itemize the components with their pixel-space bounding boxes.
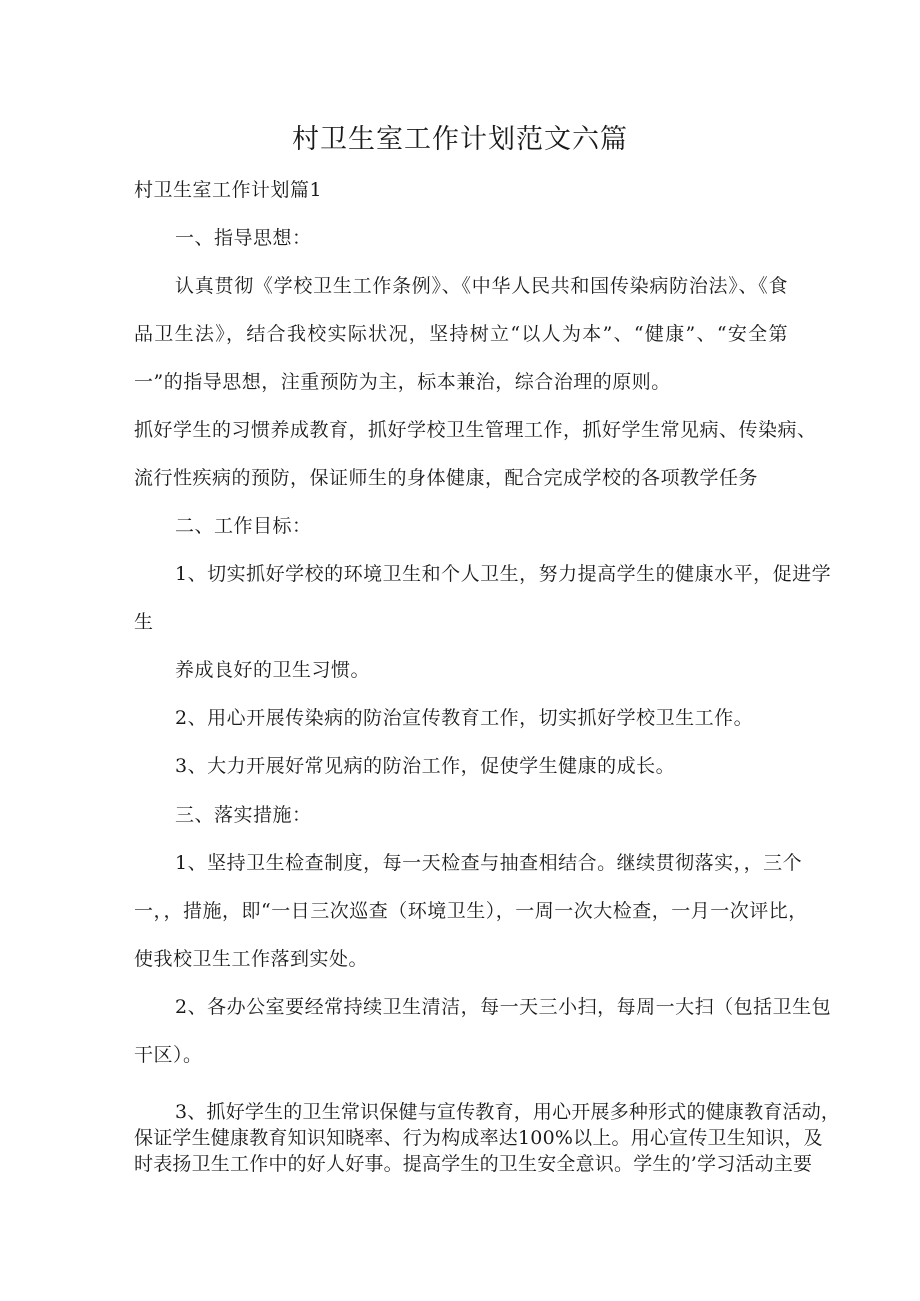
- paragraph-line: 使我校卫生工作落到实处。: [134, 948, 369, 970]
- paragraph-line: 1、坚持卫生检查制度，每一天检查与抽查相结合。继续贯彻落实，，三个: [175, 852, 803, 874]
- paragraph-line: 品卫生法》，结合我校实际状况，坚持树立“以人为本”、“健康”、“安全第: [134, 323, 788, 345]
- paragraph-line: 时表扬卫生工作中的好人好事。提高学生的卫生安全意识。学生的’学习活动主要: [134, 1153, 813, 1175]
- heading-measures: 三、落实措施：: [175, 804, 312, 826]
- paragraph-line: 1、切实抓好学校的环境卫生和个人卫生，努力提高学生的健康水平，促进学: [175, 563, 832, 585]
- section-subtitle: 村卫生室工作计划篇1: [134, 179, 323, 201]
- paragraph-line: 3、抓好学生的卫生常识保健与宣传教育，用心开展多种形式的健康教育活动，: [175, 1101, 841, 1123]
- paragraph-line: 一”的指导思想，注重预防为主，标本兼治，综合治理的原则。: [134, 371, 671, 393]
- heading-guiding-ideology: 一、指导思想：: [175, 227, 312, 249]
- paragraph-line: 一，，措施，即“一日三次巡查（环境卫生），一周一次大检查，一月一次评比，: [134, 900, 808, 922]
- paragraph-line: 养成良好的卫生习惯。: [175, 659, 371, 681]
- heading-work-goals: 二、工作目标：: [175, 515, 312, 537]
- paragraph-line: 2、用心开展传染病的防治宣传教育工作，切实抓好学校卫生工作。: [175, 707, 754, 729]
- paragraph-line: 3、大力开展好常见病的防治工作，促使学生健康的成长。: [175, 755, 676, 777]
- paragraph-line: 保证学生健康教育知识知晓率、行为构成率达100%以上。用心宣传卫生知识，及: [134, 1127, 823, 1149]
- paragraph-line: 流行性疾病的预防，保证师生的身体健康，配合完成学校的各项教学任务: [134, 467, 759, 489]
- document-title: 村卫生室工作计划范文六篇: [292, 124, 628, 155]
- paragraph-line: 认真贯彻《学校卫生工作条例》、《中华人民共和国传染病防治法》、《食: [175, 275, 788, 297]
- paragraph-line: 干区）。: [134, 1044, 203, 1066]
- paragraph-line: 生: [134, 611, 154, 633]
- paragraph-line: 抓好学生的习惯养成教育，抓好学校卫生管理工作，抓好学生常见病、传染病、: [134, 419, 817, 441]
- paragraph-line: 2、各办公室要经常持续卫生清洁，每一天三小扫，每周一大扫（包括卫生包: [175, 996, 832, 1018]
